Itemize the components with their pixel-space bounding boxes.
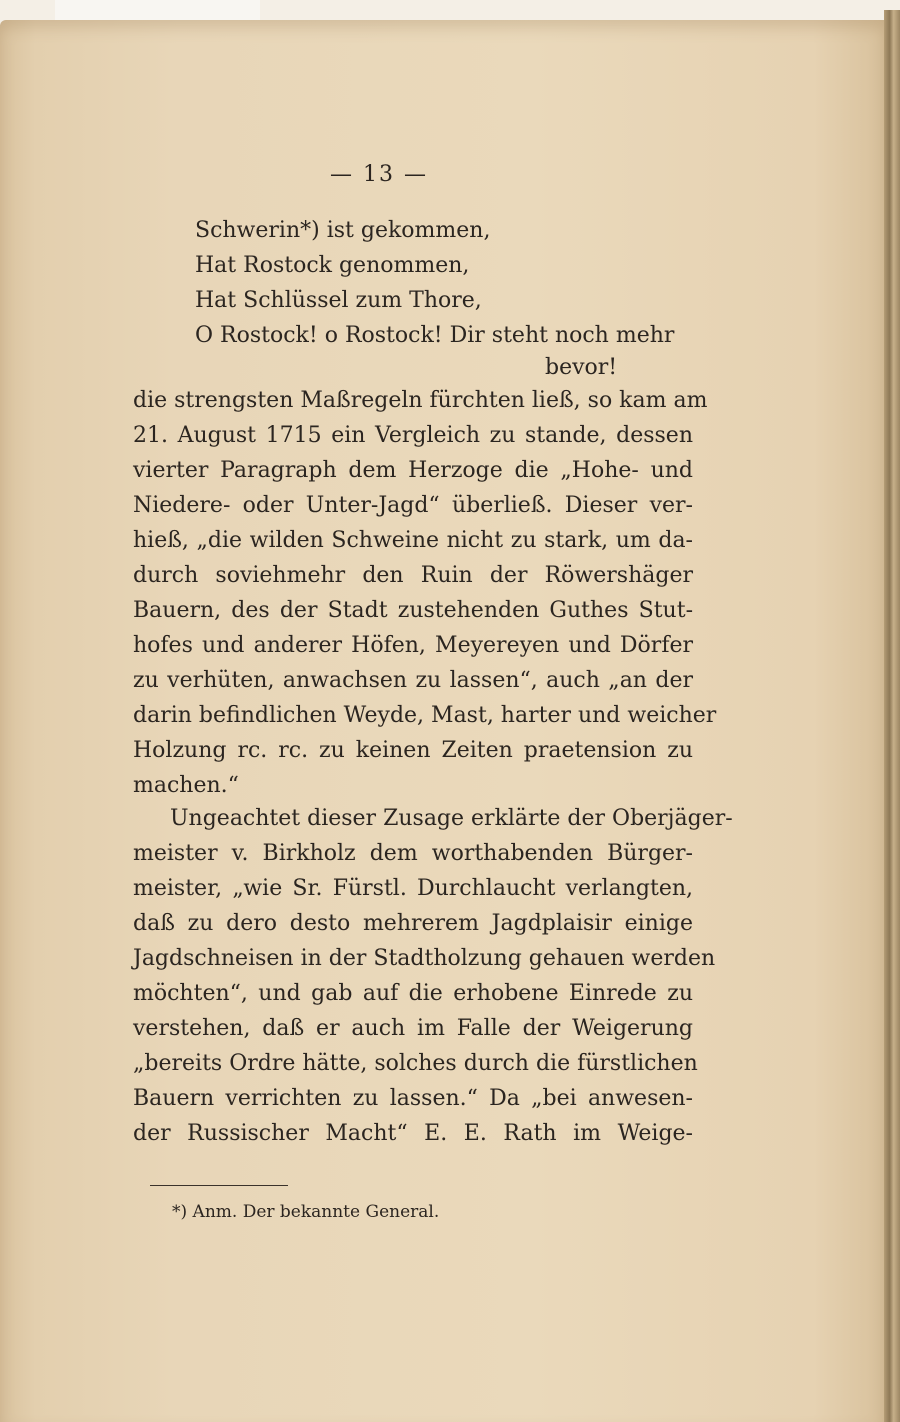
paragraph-line: Bauern verrichten zu lassen.“ Da „bei anwesen- [133,1086,693,1111]
paragraph-line: Niedere- oder Unter-Jagd“ überließ. Dieser ver- [133,493,693,518]
paragraph-line: Jagdschneisen in der Stadtholzung gehauen werden [133,946,716,971]
paragraph-line: machen.“ [133,773,239,798]
paragraph-line: Holzung rc. rc. zu keinen Zeiten praetension zu [133,738,693,763]
paragraph-line: daß zu dero desto mehrerem Jagdplaisir einige [133,911,693,936]
paper-strip [55,0,260,22]
paragraph-line: der Russischer Macht“ E. E. Rath im Weige- [133,1121,693,1146]
verse-line: O Rostock! o Rostock! Dir steht noch mehr [195,323,675,348]
footnote: *) Anm. Der bekannte General. [172,1202,440,1222]
verse-line: Schwerin*) ist gekommen, [195,218,491,243]
paragraph-line: 21. August 1715 ein Vergleich zu stande, dessen [133,423,693,448]
paragraph-line: hofes und anderer Höfen, Meyereyen und Dörfer [133,633,693,658]
paragraph-line: durch soviehmehr den Ruin der Röwershäger [133,563,693,588]
book-page [0,20,884,1422]
verse-line: bevor! [545,355,618,380]
paragraph-line: vierter Paragraph dem Herzoge die „Hohe- und [133,458,693,483]
page-edge [884,10,900,1422]
paragraph-line: „bereits Ordre hätte, solches durch die fürstlichen [133,1051,698,1076]
paragraph-line: Bauern, des der Stadt zustehenden Guthes Stut- [133,598,693,623]
paragraph-line: meister v. Birkholz dem worthabenden Bürger- [133,841,693,866]
paragraph-line: möchten“, und gab auf die erhobene Einrede zu [133,981,693,1006]
paragraph-line: meister, „wie Sr. Fürstl. Durchlaucht verlangten, [133,876,693,901]
paragraph-line: zu verhüten, anwachsen zu lassen“, auch „an der [133,668,693,693]
verse-line: Hat Rostock genommen, [195,253,470,278]
page-number: — 13 — [330,162,428,187]
paragraph-line: Ungeachtet dieser Zusage erklärte der Oberjäger- [170,806,733,831]
footnote-rule [150,1185,288,1186]
paragraph-line: verstehen, daß er auch im Falle der Weigerung [133,1016,693,1041]
paragraph-line: die strengsten Maßregeln fürchten ließ, so kam am [133,388,708,413]
paragraph-line: darin befindlichen Weyde, Mast, harter und weicher [133,703,717,728]
paragraph-line: hieß, „die wilden Schweine nicht zu stark, um da- [133,528,693,553]
verse-line: Hat Schlüssel zum Thore, [195,288,482,313]
